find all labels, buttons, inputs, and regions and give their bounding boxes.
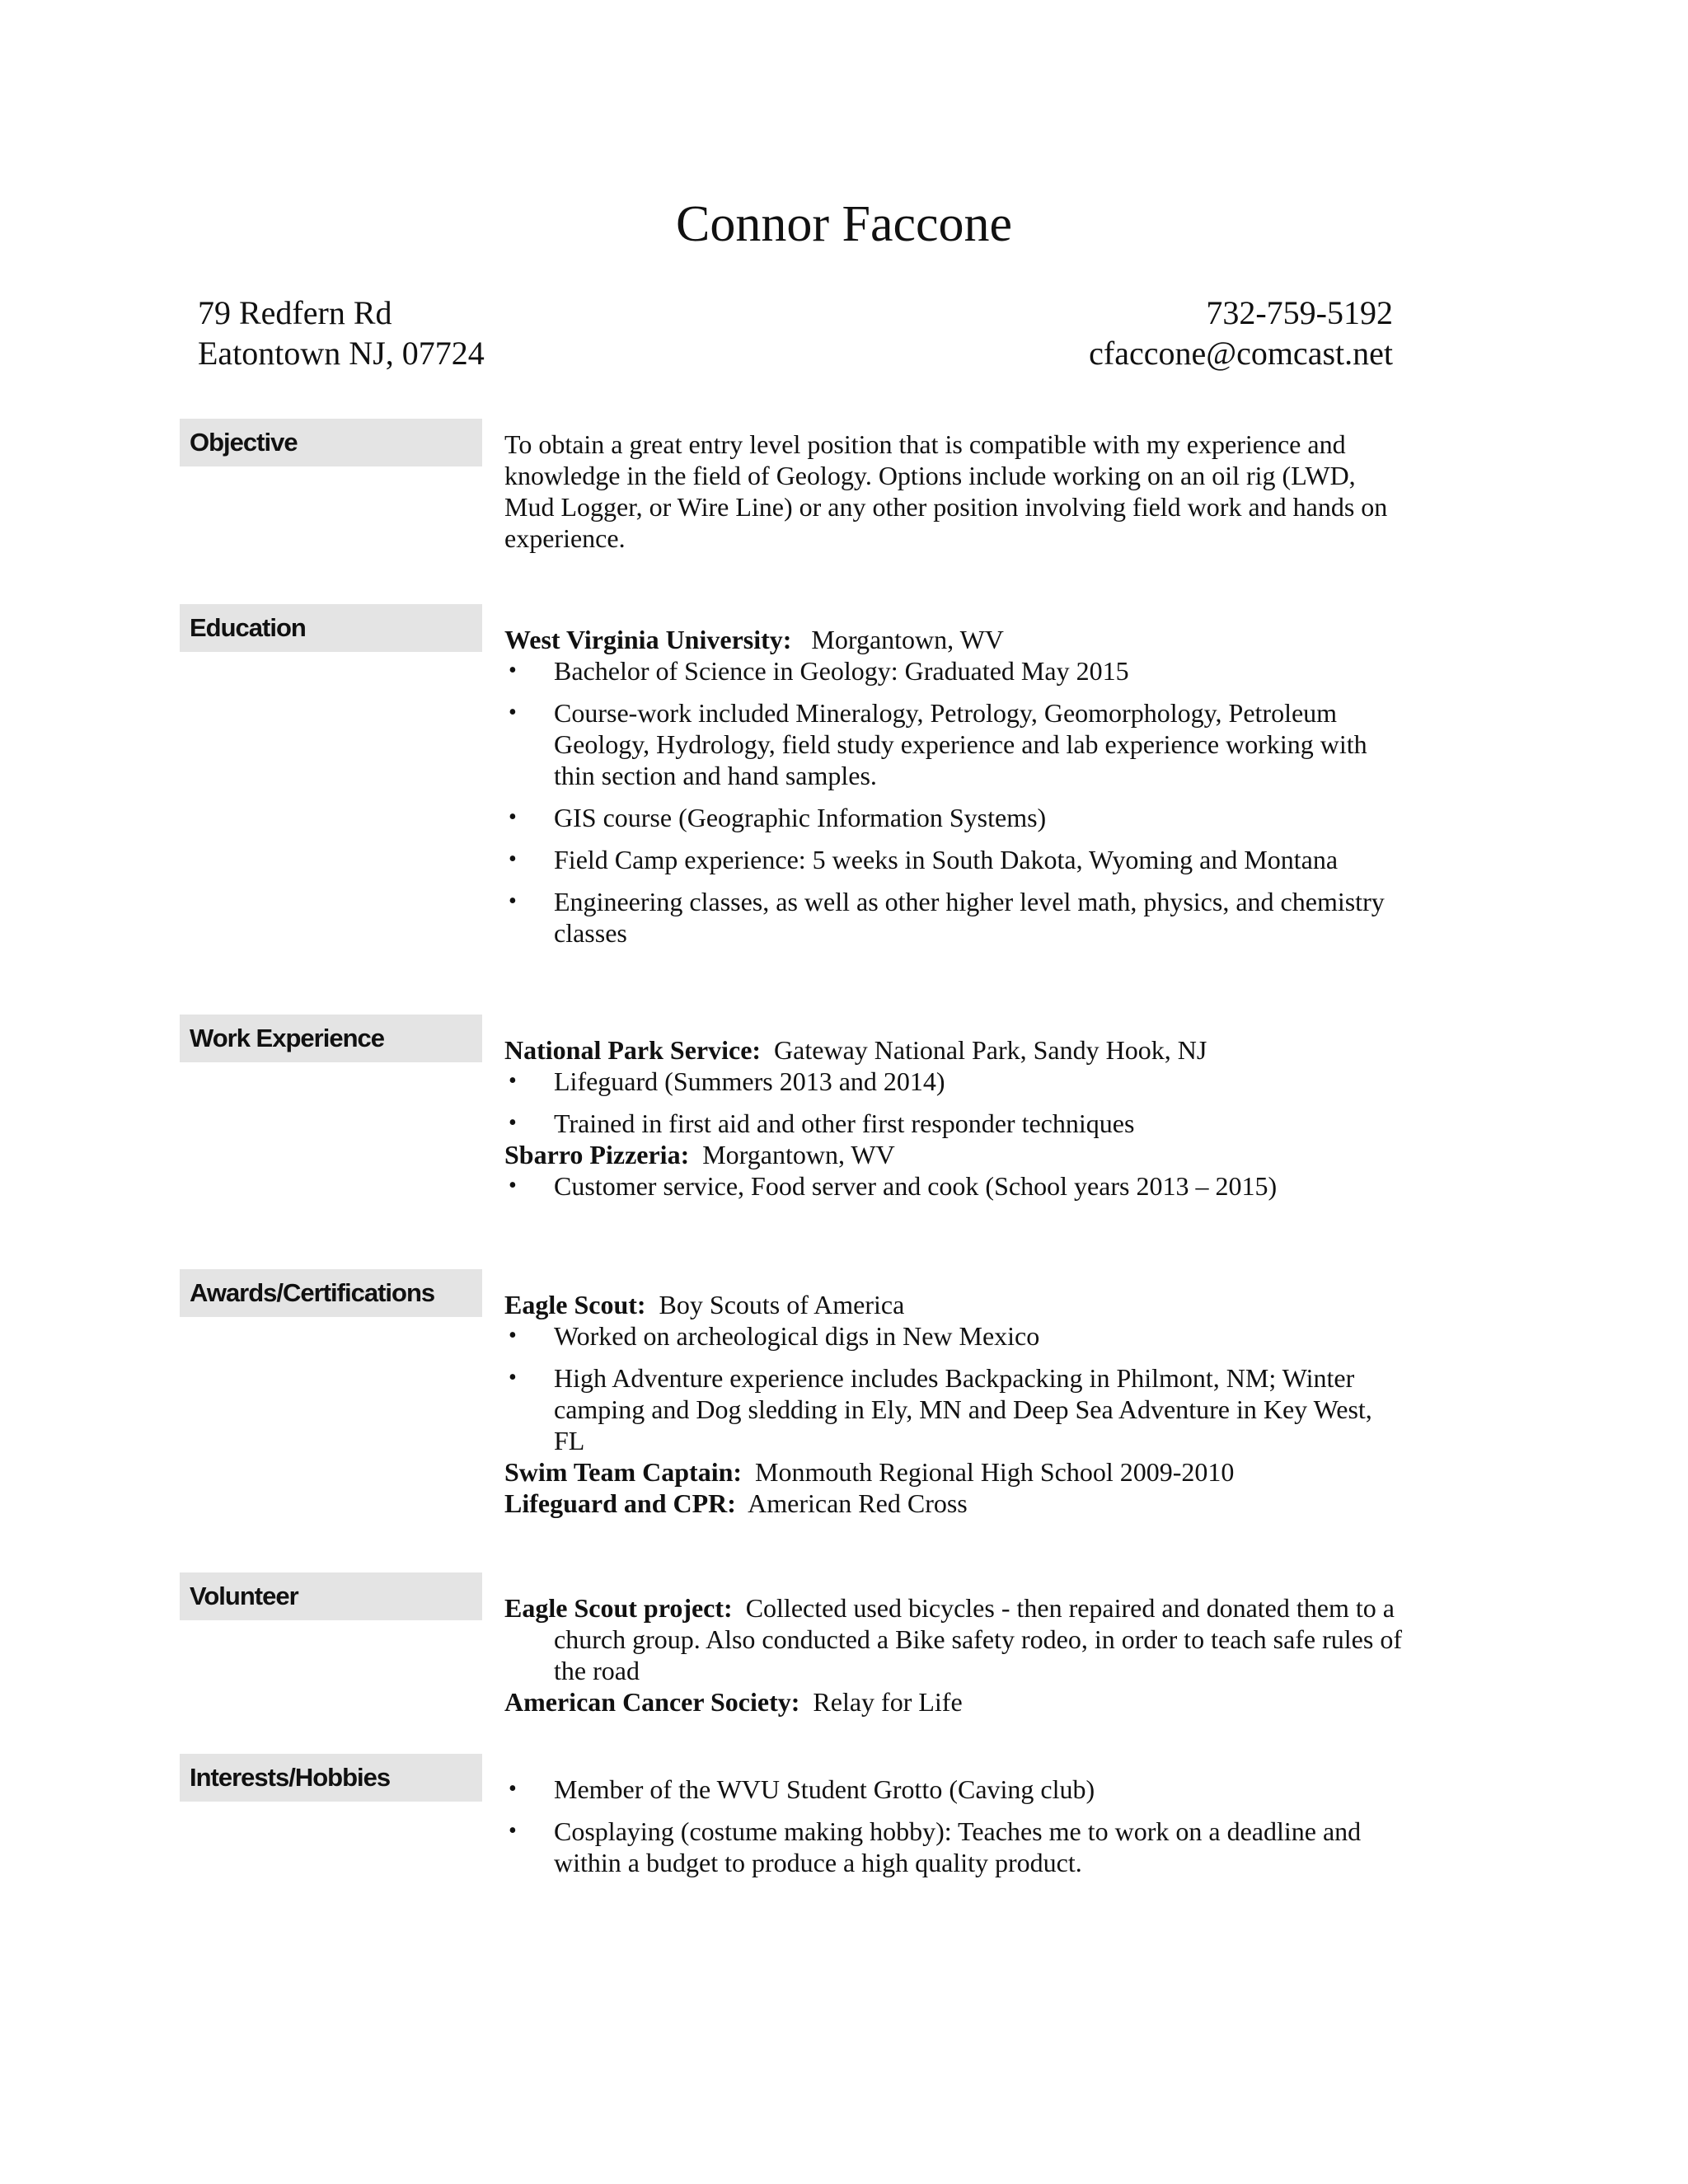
objective-text: To obtain a great entry level position that is compatible with my experience and knowledge in the field of Geology. Options include working on an oil rig (LWD, Mud Logger, or Wire Line) or any other position involving field work and hands on experience. [504,429,1388,553]
volunteer-section [504,1592,1403,1718]
list-item: • Lifeguard (Summers 2013 and 2014) [509,1066,945,1096]
address-line-1: 79 Redfern Rd [198,294,392,331]
job-bullets [504,1170,1403,1202]
contact-block [907,293,1393,373]
email-address: cfaccone@comcast.net [1089,335,1393,372]
section-label-interests: Interests/Hobbies [180,1754,482,1802]
phone-number: 732-759-5192 [1206,294,1393,331]
address-line-2: Eatontown NJ, 07724 [198,335,485,372]
education-bullets [504,655,1403,949]
award-bullets [504,1320,1403,1456]
award-heading: Eagle Scout: Boy Scouts of America [504,1290,905,1319]
interests-bullets [504,1774,1403,1878]
work-section [504,1034,1403,1202]
list-item: • High Adventure experience includes Backpacking in Philmont, NM; Winter camping and Dog sledding in Ely, MN and Deep Sea Adventure in Key West, FL [509,1363,1372,1455]
school-location: Morgantown, WV [811,625,1004,654]
interests-section [504,1774,1403,1878]
school-name: West Virginia University: [504,625,792,654]
list-item: • Cosplaying (costume making hobby): Teaches me to work on a deadline and within a budget to produce a high quality product. [509,1816,1362,1877]
award-heading: Lifeguard and CPR: American Red Cross [504,1488,968,1518]
list-item: • Trained in first aid and other first responder techniques [509,1108,1135,1138]
awards-section [504,1289,1403,1519]
objective-section [504,429,1403,554]
section-label-volunteer: Volunteer [180,1572,482,1620]
section-label-education: Education [180,604,482,652]
award-heading: Swim Team Captain: Monmouth Regional High School 2009-2010 [504,1457,1235,1487]
job-heading: Sbarro Pizzeria: Morgantown, WV [504,1140,895,1169]
list-item: • Customer service, Food server and cook (School years 2013 – 2015) [509,1171,1278,1201]
volunteer-item: Eagle Scout project: Collected used bicycles - then repaired and donated them to a church group. Also conducted a Bike safety rodeo, in order to teach safe rules of the road [504,1593,1402,1685]
section-label-work: Work Experience [180,1015,482,1062]
job-bullets [504,1066,1403,1139]
list-item: • Worked on archeological digs in New Mexico [509,1321,1040,1351]
list-item: • GIS course (Geographic Information Systems) [509,803,1047,832]
list-item: • Engineering classes, as well as other higher level math, physics, and chemistry classes [509,887,1385,948]
section-label-objective: Objective [180,419,482,466]
list-item: • Field Camp experience: 5 weeks in South Dakota, Wyoming and Montana [509,845,1339,874]
address-block [198,293,485,373]
education-school [504,624,1403,655]
list-item: • Bachelor of Science in Geology: Graduated May 2015 [509,656,1129,686]
resume-name: Connor Faccone [675,196,1013,252]
list-item: • Course-work included Mineralogy, Petrology, Geomorphology, Petroleum Geology, Hydrology, field study experience and lab experience working with thin section and hand samples. [509,698,1367,790]
list-item: • Member of the WVU Student Grotto (Caving club) [509,1774,1095,1804]
volunteer-item: American Cancer Society: Relay for Life [504,1687,963,1717]
education-section [504,624,1403,949]
section-label-awards: Awards/Certifications [180,1269,482,1317]
job-heading: National Park Service: Gateway National Park, Sandy Hook, NJ [504,1035,1207,1065]
